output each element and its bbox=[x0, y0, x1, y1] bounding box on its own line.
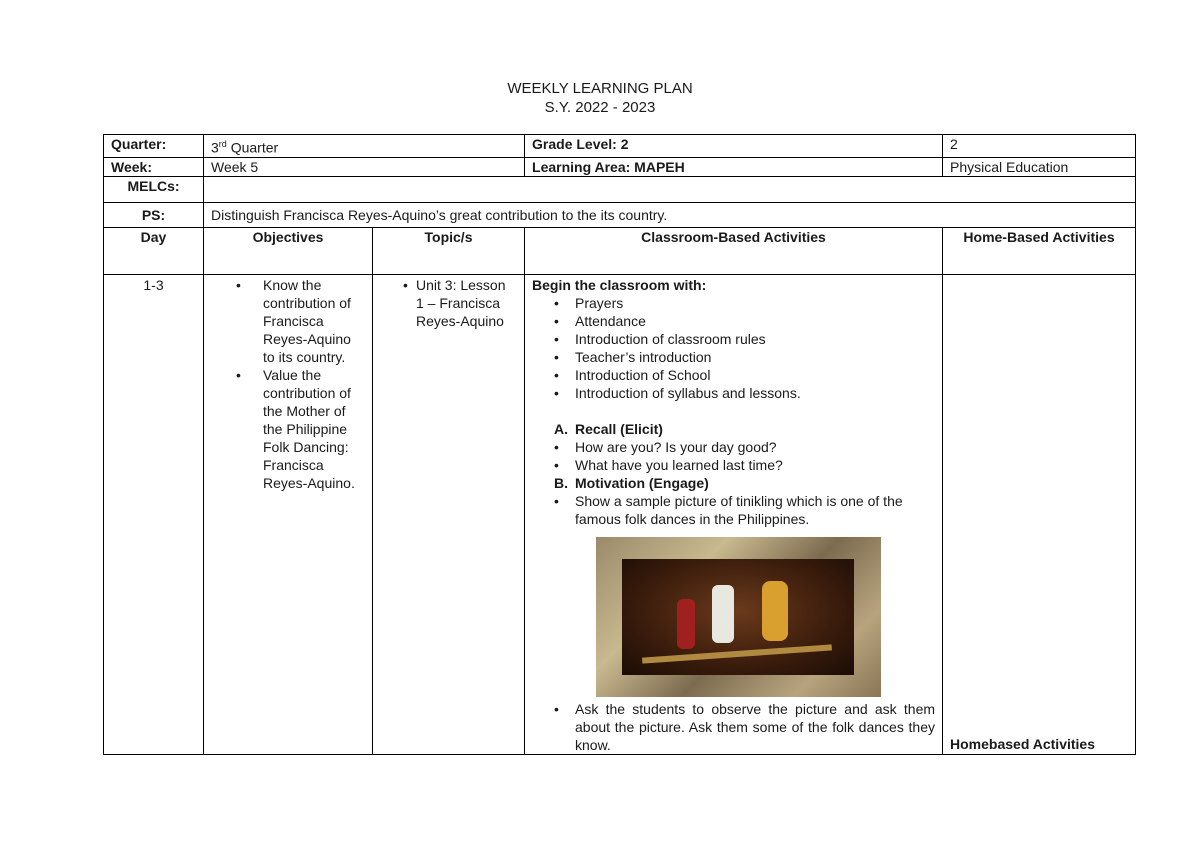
list-item: • Show a sample picture of tinikling which is one of the famous folk dances in the Philippines. bbox=[532, 492, 935, 528]
melcs-value bbox=[204, 176, 1136, 202]
lesson-row bbox=[104, 274, 1136, 754]
topics-cell bbox=[373, 274, 525, 754]
col-topics: Topic/s bbox=[373, 227, 525, 274]
list-item: • Introduction of School bbox=[532, 366, 935, 384]
begin-list bbox=[532, 294, 935, 402]
melcs-row bbox=[104, 176, 1136, 202]
ps-value: Distinguish Francisca Reyes-Aquino’s great contribution to the its country. bbox=[204, 202, 1136, 227]
col-objectives: Objectives bbox=[204, 227, 373, 274]
quarter-row bbox=[104, 135, 1136, 158]
learning-plan-table bbox=[103, 134, 1136, 755]
quarter-value: 3rd Quarter bbox=[204, 135, 525, 158]
tinikling-photo bbox=[596, 537, 881, 697]
objective-item: • Value the contribution of the Mother of the Philippine Folk Dancing: Francisca Reyes-Aquino. bbox=[213, 366, 365, 492]
classroom-activities-cell bbox=[525, 274, 943, 754]
list-item: • Introduction of classroom rules bbox=[532, 330, 935, 348]
column-header-row bbox=[104, 227, 1136, 274]
learning-area-label: Learning Area: MAPEH bbox=[525, 157, 943, 176]
topics-list bbox=[380, 276, 517, 330]
motivation-heading: B. Motivation (Engage) bbox=[554, 474, 709, 491]
col-day: Day bbox=[104, 227, 204, 274]
week-value: Week 5 bbox=[204, 157, 525, 176]
grade-level-label: Grade Level: 2 bbox=[525, 135, 943, 158]
day-cell: 1-3 bbox=[104, 274, 204, 754]
grade-level-value: 2 bbox=[943, 135, 1136, 158]
begin-label: Begin the classroom with: bbox=[532, 276, 707, 293]
homebased-label: Homebased Activities bbox=[950, 735, 1095, 752]
objectives-cell bbox=[204, 274, 373, 754]
melcs-label: MELCs: bbox=[104, 176, 204, 202]
document-title bbox=[0, 79, 1200, 117]
objective-item: • Know the contribution of Francisca Reyes-Aquino to its country. bbox=[213, 276, 365, 366]
recall-heading: A. Recall (Elicit) bbox=[554, 420, 663, 437]
list-item: • Introduction of syllabus and lessons. bbox=[532, 384, 935, 402]
objectives-list bbox=[213, 276, 365, 492]
list-item: • How are you? Is your day good? bbox=[532, 438, 935, 456]
learning-area-value: Physical Education bbox=[943, 157, 1136, 176]
topic-item: • Unit 3: Lesson 1 – Francisca Reyes-Aquino bbox=[380, 276, 517, 330]
quarter-label: Quarter: bbox=[104, 135, 204, 158]
ps-row bbox=[104, 202, 1136, 227]
list-item: • Attendance bbox=[532, 312, 935, 330]
col-classroom-activities: Classroom-Based Activities bbox=[525, 227, 943, 274]
list-item: • Prayers bbox=[532, 294, 935, 312]
col-home-activities: Home-Based Activities bbox=[943, 227, 1136, 274]
list-item: • What have you learned last time? bbox=[532, 456, 935, 474]
list-item: • Teacher’s introduction bbox=[532, 348, 935, 366]
motivation-list bbox=[532, 492, 935, 528]
week-label: Week: bbox=[104, 157, 204, 176]
plan-title: WEEKLY LEARNING PLAN bbox=[507, 80, 693, 97]
recall-list bbox=[532, 438, 935, 474]
photo-stage bbox=[622, 559, 854, 675]
week-row bbox=[104, 157, 1136, 176]
home-activities-cell bbox=[943, 274, 1136, 754]
ps-label: PS: bbox=[104, 202, 204, 227]
list-item: • Ask the students to observe the picture and ask them about the picture. Ask them some of the folk dances they know. bbox=[532, 700, 935, 754]
observe-list bbox=[532, 700, 935, 754]
school-year: S.Y. 2022 - 2023 bbox=[544, 99, 656, 116]
